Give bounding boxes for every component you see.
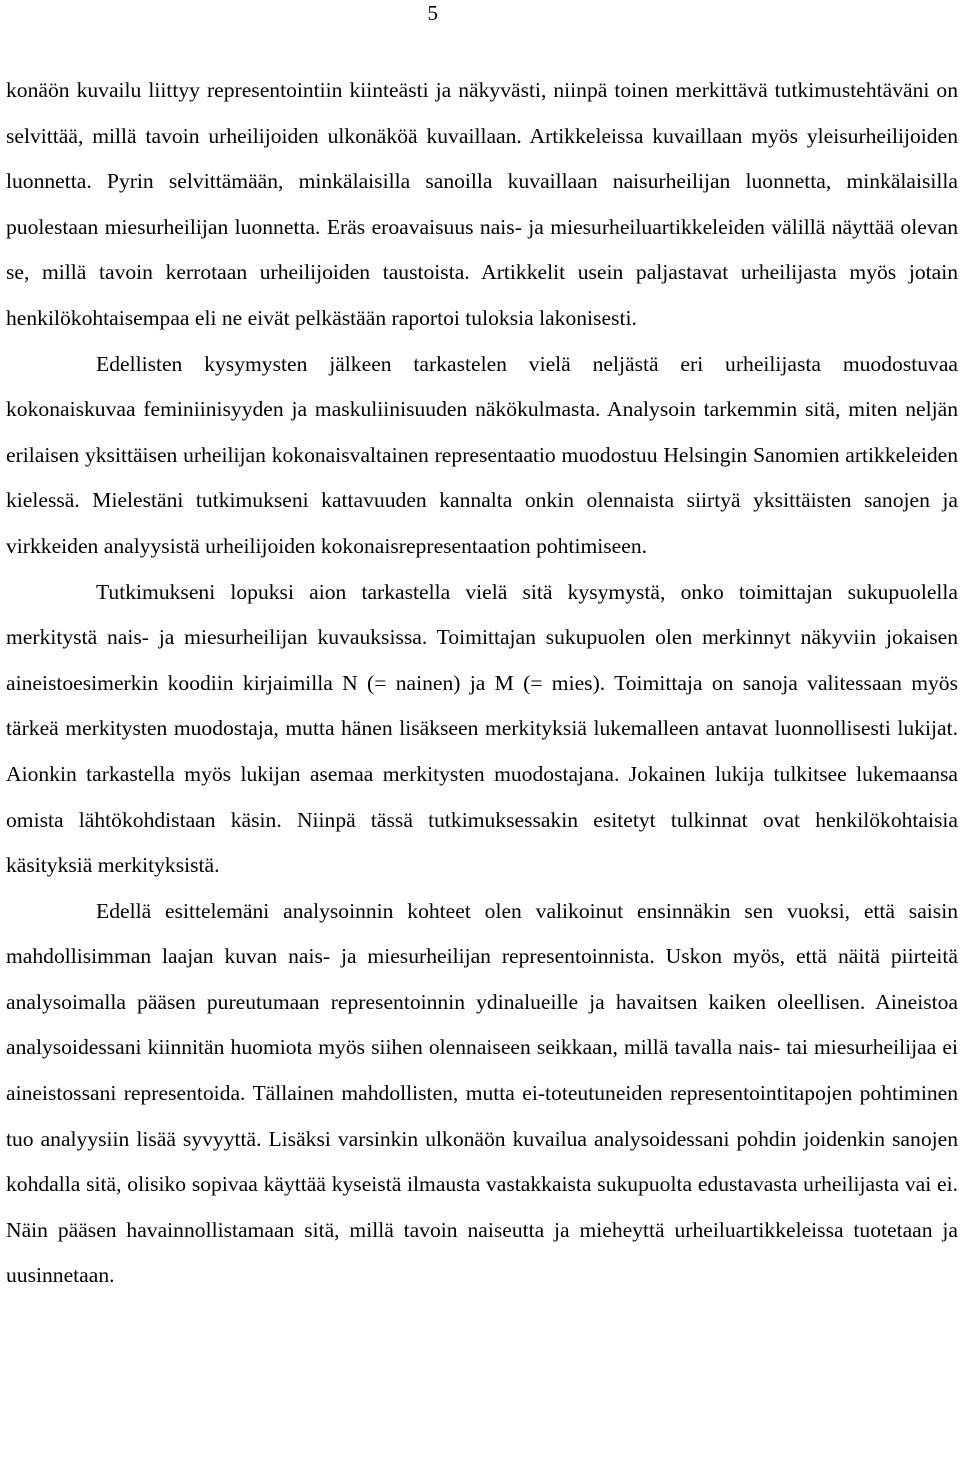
- page-number: 5: [427, 1, 438, 25]
- paragraph: Edellisten kysymysten jälkeen tarkastelen vielä neljästä eri urheilijasta muodostuvaa kokonaiskuvaa feminiinisyyden ja maskuliinisuuden näkökulmasta. Analysoin tarkemmin sitä, miten neljän erilaisen yksittäisen urheilijan kokonaisvaltainen representaatio muodostuu Helsingin Sanomien artikkeleiden kielessä. Mielestäni tutkimukseni kattavuuden kannalta onkin olennaista siirtyä yksittäisten sanojen ja virkkeiden analyysistä urheilijoiden kokonaisrepresentaation pohtimiseen.: [6, 351, 958, 558]
- paragraph-continued: konäön kuvailu liittyy representointiin kiinteästi ja näkyvästi, niinpä toinen merkittävä tutkimustehtäväni on selvittää, millä tavoin urheilijoiden ulkonäköä kuvaillaan. Artikkeleissa kuvaillaan myös yleisurheilijoiden luonnetta. Pyrin selvittämään, minkälaisilla sanoilla kuvaillaan naisurheilijan luonnetta, minkälaisilla puolestaan miesurheilijan luonnetta. Eräs eroavaisuus nais- ja miesurheiluartikkeleiden välillä näyttää olevan se, millä tavoin kerrotaan urheilijoiden taustoista. Artikkelit usein paljastavat urheilijasta myös jotain henkilökohtaisempaa eli ne eivät pelkästään raportoi tuloksia lakonisesti.: [6, 78, 958, 330]
- paragraph: Tutkimukseni lopuksi aion tarkastella vielä sitä kysymystä, onko toimittajan sukupuolella merkitystä nais- ja miesurheilijan kuvauksissa. Toimittajan sukupuolen olen merkinnyt näkyviin jokaisen aineistoesimerkin koodiin kirjaimilla N (= nainen) ja M (= mies). Toimittaja on sanoja valitessaan myös tärkeä merkitysten muodostaja, mutta hänen lisäkseen merkityksiä lukemalleen antavat luonnollisesti lukijat. Aionkin tarkastella myös lukijan asemaa merkitysten muodostajana. Jokainen lukija tulkitsee lukemaansa omista lähtökohdistaan käsin. Niinpä tässä tutkimuksessakin esitetyt tulkinnat ovat henkilökohtaisia käsityksiä merkityksistä.: [6, 579, 958, 878]
- document-body: [6, 68, 958, 1299]
- paragraph: Edellä esittelemäni analysoinnin kohteet olen valikoinut ensinnäkin sen vuoksi, että saisin mahdollisimman laajan kuvan nais- ja miesurheilijan representoinnista. Uskon myös, että näitä piirteitä analysoimalla pääsen pureutumaan representoinnin ydinalueille ja havaitsen kaiken oleellisen. Aineistoa analysoidessani kiinnitän huomiota myös siihen olennaiseen seikkaan, millä tavalla nais- tai miesurheilijaa ei aineistossani representoida. Tällainen mahdollisten, mutta ei-toteutuneiden representointitapojen pohtiminen tuo analyysiin lisää syvyyttä. Lisäksi varsinkin ulkonäön kuvailua analysoidessani pohdin joidenkin sanojen kohdalla sitä, olisiko sopivaa käyttää kyseistä ilmausta vastakkaista sukupuolta edustavasta urheilijasta vai ei. Näin pääsen havainnollistamaan sitä, millä tavoin naiseutta ja mieheyttä urheiluartikkeleissa tuotetaan ja uusinnetaan.: [6, 898, 958, 1288]
